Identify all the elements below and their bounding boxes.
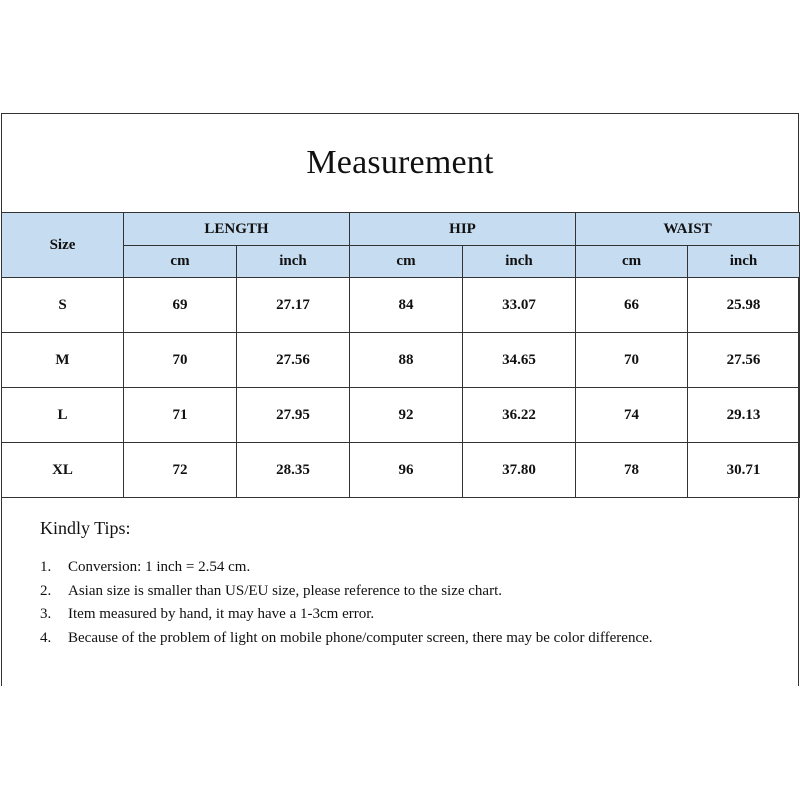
table-cell: 71 xyxy=(124,388,237,443)
table-cell: 78 xyxy=(576,443,688,498)
unit-header: cm xyxy=(350,246,463,278)
table-cell: 74 xyxy=(576,388,688,443)
size-chart-table xyxy=(1,212,800,498)
list-item xyxy=(40,627,680,651)
table-cell: 27.17 xyxy=(237,278,350,333)
table-row xyxy=(2,388,800,443)
group-header-hip: HIP xyxy=(350,213,576,246)
tip-text: Asian size is smaller than US/EU size, please reference to the size chart. xyxy=(68,582,502,599)
table-cell: 70 xyxy=(124,333,237,388)
table-row xyxy=(2,443,800,498)
group-header-waist: WAIST xyxy=(576,213,800,246)
table-row xyxy=(2,333,800,388)
page-title: Measurement xyxy=(306,144,494,181)
table-cell: 27.95 xyxy=(237,388,350,443)
tip-text: Because of the problem of light on mobile phone/computer screen, there may be color difference. xyxy=(68,629,653,646)
unit-header: cm xyxy=(576,246,688,278)
table-cell: 34.65 xyxy=(463,333,576,388)
size-label: XL xyxy=(2,443,124,498)
size-label: M xyxy=(2,333,124,388)
table-cell: 96 xyxy=(350,443,463,498)
tip-number: 1. xyxy=(40,559,52,575)
table-cell: 70 xyxy=(576,333,688,388)
tip-number: 3. xyxy=(40,606,52,622)
table-cell: 37.80 xyxy=(463,443,576,498)
table-cell: 25.98 xyxy=(688,278,800,333)
table-cell: 29.13 xyxy=(688,388,800,443)
unit-header: inch xyxy=(688,246,800,278)
table-cell: 28.35 xyxy=(237,443,350,498)
tip-number: 4. xyxy=(40,629,52,646)
kindly-tips-section xyxy=(2,506,798,686)
group-header-length: LENGTH xyxy=(124,213,350,246)
table-cell: 27.56 xyxy=(237,333,350,388)
table-cell: 66 xyxy=(576,278,688,333)
table-cell: 27.56 xyxy=(688,333,800,388)
table-cell: 33.07 xyxy=(463,278,576,333)
size-label: L xyxy=(2,388,124,443)
table-cell: 36.22 xyxy=(463,388,576,443)
table-cell: 88 xyxy=(350,333,463,388)
unit-header: inch xyxy=(463,246,576,278)
table-row xyxy=(2,278,800,333)
unit-header: cm xyxy=(124,246,237,278)
tip-text: Conversion: 1 inch = 2.54 cm. xyxy=(68,559,251,575)
measurement-panel xyxy=(1,113,799,686)
size-label: S xyxy=(2,278,124,333)
table-cell: 72 xyxy=(124,443,237,498)
list-item xyxy=(40,603,680,627)
tips-title: Kindly Tips: xyxy=(40,518,131,538)
table-cell: 69 xyxy=(124,278,237,333)
list-item xyxy=(40,556,680,580)
tip-number: 2. xyxy=(40,582,52,599)
table-cell: 84 xyxy=(350,278,463,333)
table-cell: 30.71 xyxy=(688,443,800,498)
list-item xyxy=(40,580,680,604)
unit-header: inch xyxy=(237,246,350,278)
tips-list xyxy=(40,556,680,650)
table-cell: 92 xyxy=(350,388,463,443)
size-column-header: Size xyxy=(2,213,124,278)
tip-text: Item measured by hand, it may have a 1-3cm error. xyxy=(68,606,375,622)
